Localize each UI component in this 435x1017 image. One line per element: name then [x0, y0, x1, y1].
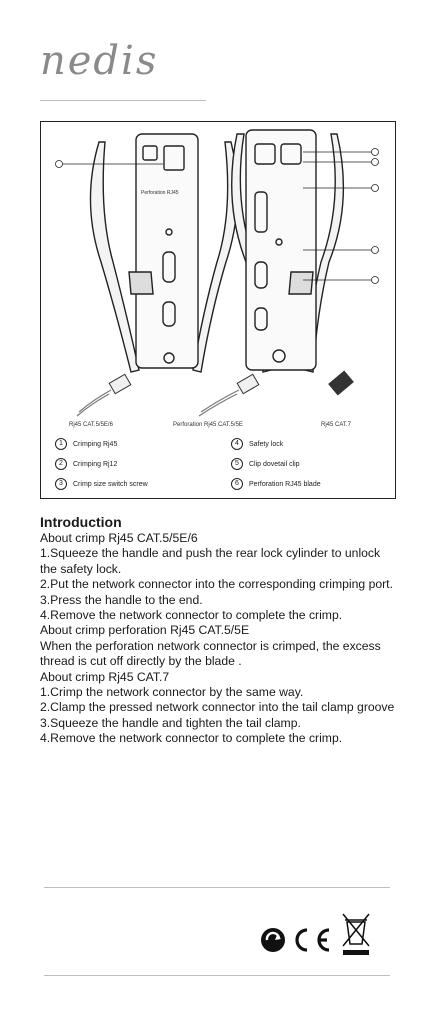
intro-line: 4.Remove the network connector to complete the crimp.: [40, 608, 343, 623]
intro-line: About crimp Rj45 CAT.5/5E/6: [40, 531, 198, 545]
legend-label: Clip dovetail clip: [249, 460, 300, 468]
legend-item-3: [55, 478, 148, 490]
tool-label: Perforation RJ45: [141, 190, 179, 196]
caption-rj45-cat5: Rj45 CAT.5/5E/6: [69, 422, 113, 428]
legend-number: 6: [231, 478, 243, 490]
weee-bin-icon: [343, 914, 369, 955]
recycle-icon: [261, 928, 285, 952]
intro-line: When the perforation network connector is crimped, the excess thread is cut off directly by the blade .: [40, 638, 381, 669]
caption-cat7: Rj45 CAT.7: [321, 422, 351, 428]
intro-line: About crimp perforation Rj45 CAT.5/5E: [40, 623, 250, 638]
ce-mark-icon: [297, 930, 329, 950]
intro-line: 1.Squeeze the handle and push the rear lock cylinder to unlock the safety lock.: [40, 546, 381, 576]
intro-line: 1.Crimp the network connector by the same way.: [40, 685, 304, 700]
legend-label: Crimp size switch screw: [73, 480, 148, 488]
tool-diagram: [40, 121, 396, 499]
legend-item-1: [55, 438, 117, 450]
intro-line: 3.Press the handle to the end.: [40, 592, 203, 607]
caption-perforation: Perforation Rj45 CAT.5/5E: [173, 422, 243, 428]
bottom-divider-upper: [44, 887, 390, 888]
intro-line: 3.Squeeze the handle and tighten the tail clamp.: [40, 715, 301, 730]
introduction-section: [40, 514, 400, 747]
intro-line: 2.Put the network connector into the corresponding crimping port.: [40, 577, 393, 592]
legend-number: 2: [55, 458, 67, 470]
top-divider: [40, 100, 206, 101]
intro-line: 2.Clamp the pressed network connector into the tail clamp groove: [40, 700, 395, 715]
legend-item-6: [231, 478, 321, 490]
legend-number: 3: [55, 478, 67, 490]
legend-label: Crimping Rj45: [73, 440, 118, 448]
legend-number: 4: [231, 438, 243, 450]
legend-item-5: [231, 458, 300, 470]
logo-text: nedis: [40, 38, 159, 84]
legend-item-4: [231, 438, 283, 450]
legend-number: 1: [55, 438, 67, 450]
legend-number: 5: [231, 458, 243, 470]
legend-label: Perforation RJ45 blade: [249, 480, 321, 488]
nedis-logo: [40, 38, 220, 88]
legend-label: Crimping Rj12: [73, 460, 118, 468]
bottom-divider-lower: [44, 975, 390, 976]
intro-line: About crimp Rj45 CAT.7: [40, 669, 170, 684]
intro-line: 4.Remove the network connector to complete the crimp.: [40, 731, 343, 746]
legend-label: Safety lock: [249, 440, 284, 448]
certification-marks: [255, 908, 395, 958]
legend-item-2: [55, 458, 117, 470]
introduction-heading: Introduction: [40, 514, 122, 530]
